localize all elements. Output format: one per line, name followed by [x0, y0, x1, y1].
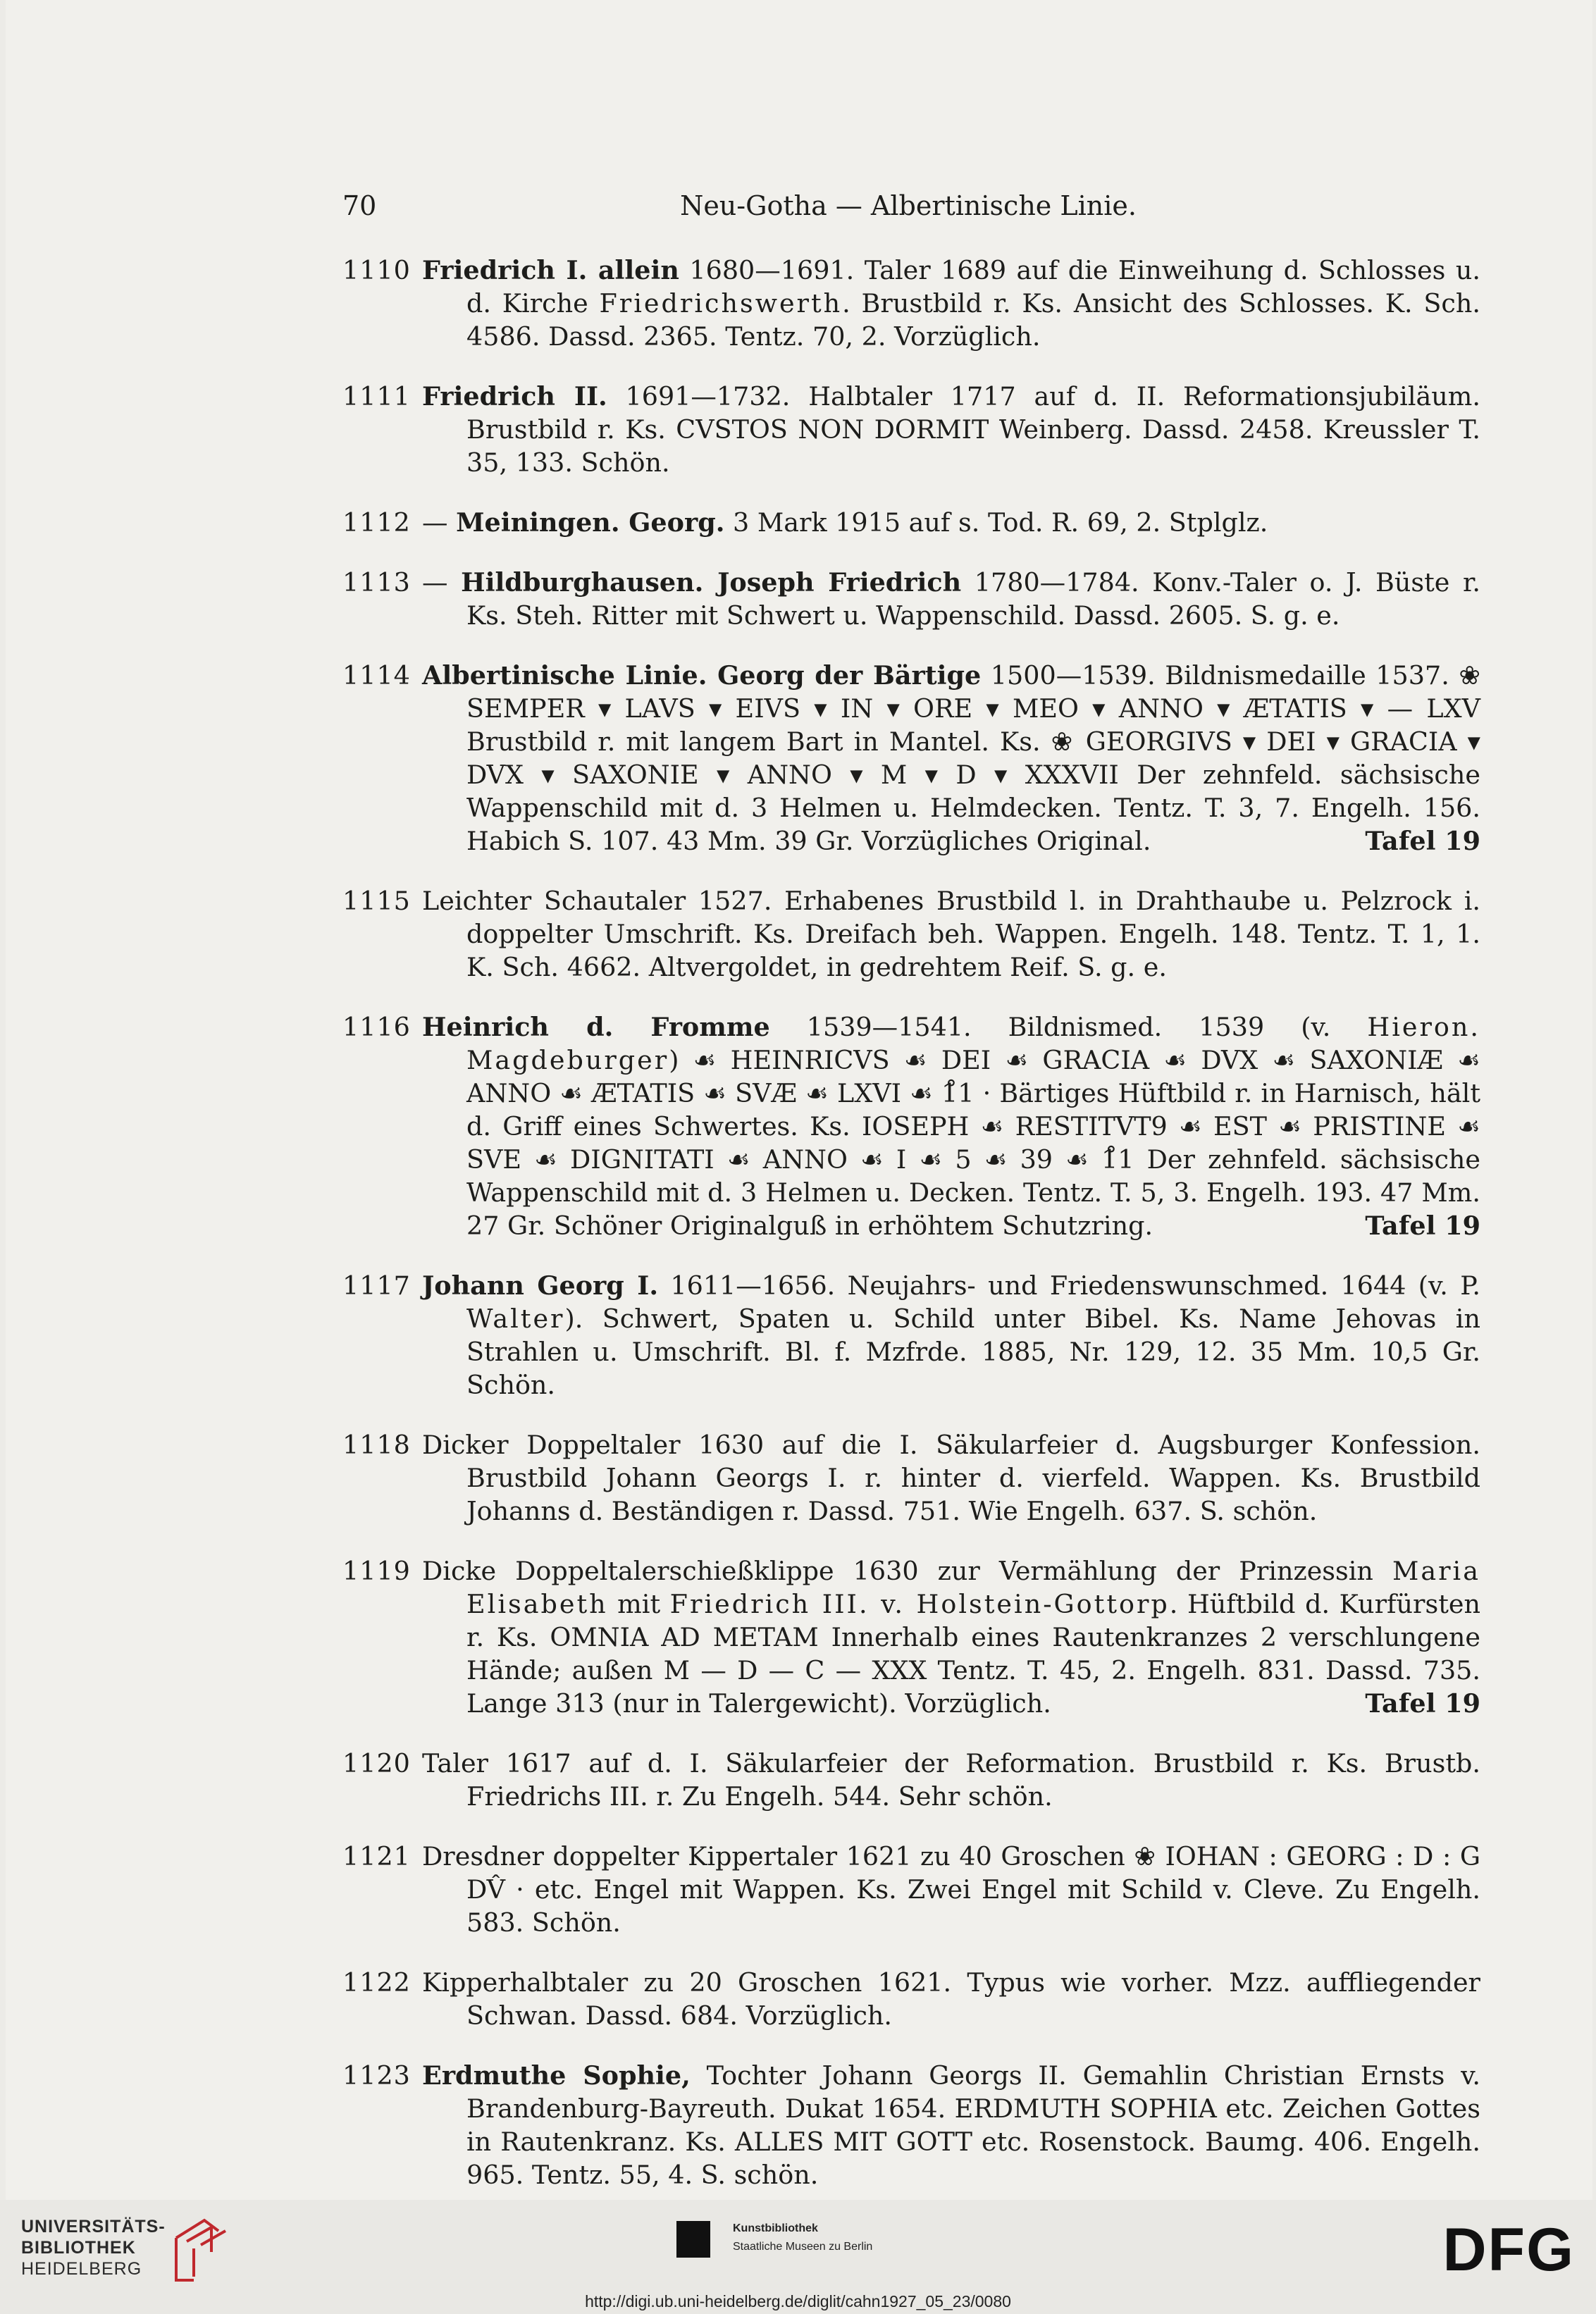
- entry-text-run: Friedrich III. v. Holstein-Gottorp: [669, 1589, 1170, 1619]
- catalog-entry: [342, 566, 1480, 632]
- catalog-entry: [342, 659, 1480, 858]
- entry-number: 1113: [342, 567, 411, 598]
- entry-heading: Friedrich I. allein: [422, 255, 679, 285]
- entry-text: [422, 659, 1480, 858]
- plate-reference: Tafel 19: [1365, 1211, 1480, 1241]
- entry-text-run: 1780—1784. Konv.-Taler o. J. Büste r. Ks. Steh. Ritter mit Schwert u. Wappenschild. Dassd. 2605. S. g. e.: [466, 567, 1480, 631]
- catalog-entry: [342, 1554, 1480, 1720]
- entry-text-run: Taler 1617 auf d. I. Säkularfeier der Reformation. Brustbild r. Ks. Brustb. Friedrichs III. r. Zu Engelh. 544. Sehr schön.: [422, 1748, 1480, 1812]
- catalog-entry: [342, 1269, 1480, 1402]
- kunstbibliothek-logo[interactable]: [676, 2214, 930, 2270]
- entry-number: 1116: [342, 1012, 411, 1042]
- entry-text: [422, 1428, 1480, 1528]
- entry-heading: Meiningen. Georg.: [456, 507, 725, 538]
- entry-heading: Hildburghausen. Joseph Friedrich: [461, 567, 962, 598]
- plate-reference: Tafel 19: [1365, 1688, 1480, 1719]
- entry-heading: Friedrich II.: [422, 381, 607, 412]
- page-number: 70: [342, 190, 377, 221]
- entry-text-run: —: [422, 507, 457, 538]
- entry-text-run: mit: [607, 1589, 670, 1619]
- entry-heading: Heinrich d. Fromme: [422, 1012, 770, 1042]
- entry-text: [422, 2059, 1480, 2191]
- entry-number: 1120: [342, 1748, 411, 1778]
- entry-number: 1111: [342, 381, 411, 412]
- entry-number: 1117: [342, 1270, 411, 1301]
- entry-number: 1110: [342, 255, 411, 285]
- entry-text: [422, 1840, 1480, 1939]
- page-header: [342, 185, 1474, 227]
- entry-text: [422, 1269, 1480, 1402]
- catalog-entry: [342, 254, 1480, 353]
- entry-text: [422, 884, 1480, 984]
- entry-text-run: 1680—1691. Taler 1689 auf die Einweihung d. Schlosses u. d. Kirche: [466, 255, 1480, 318]
- entry-text: [422, 1747, 1480, 1813]
- entry-text-run: Dicke Doppeltalerschießklippe 1630 zur Vermählung der Prinzessin: [422, 1556, 1392, 1586]
- entry-text-run: Leichter Schautaler 1527. Erhabenes Brustbild l. in Drahthaube u. Pelzrock i. doppelter Umschrift. Ks. Dreifach beh. Wappen. Engelh. 148. Tentz. T. 1, 1. K. Sch. 4662. Altvergoldet, in gedrehtem Reif. S. g. e.: [422, 886, 1480, 982]
- entry-text: [422, 254, 1480, 353]
- entry-text-run: Walter: [466, 1304, 565, 1334]
- running-title: Neu-Gotha — Albertinische Linie.: [680, 190, 1137, 221]
- entry-number: 1122: [342, 1967, 411, 1998]
- catalog-entry: [342, 884, 1480, 984]
- entry-heading: Johann Georg I.: [422, 1270, 659, 1301]
- catalog-entry: [342, 1428, 1480, 1528]
- permalink-url[interactable]: http://digi.ub.uni-heidelberg.de/diglit/cahn1927_05_23/0080: [585, 2292, 1011, 2310]
- catalog-entry: [342, 1966, 1480, 2032]
- entry-number: 1119: [342, 1556, 411, 1586]
- entry-text-run: ) ☙ HEINRICVS ☙ DEI ☙ GRACIA ☙ DVX ☙ SAXONIÆ ☙ ANNO ☙ ÆTATIS ☙ SVÆ ☙ LXVI ☙ 1̊1 · Bärtiges Hüftbild r. in Harnisch, hält d. Griff eines Schwertes. Ks. IOSEPH ☙ RESTITVT9 ☙ EST ☙ PRISTINE ☙ SVE ☙ DIGNITATI ☙ ANNO ☙ I ☙ 5 ☙ 39 ☙ 1̊1 Der zehnfeld. sächsische Wappenschild mit d. 3 Helmen u. Decken. Tentz. T. 5, 3. Engelh. 193. 47 Mm. 27 Gr. Schöner Originalguß in erhöhtem Schutzring.: [466, 1045, 1480, 1241]
- entry-number: 1121: [342, 1841, 411, 1871]
- catalog-entries: [342, 254, 1480, 2218]
- entry-text-run: Tochter Johann Georgs II. Gemahlin Christian Ernsts v. Brandenburg-Bayreuth. Dukat 1654. ERDMUTH SOPHIA etc. Zeichen Gottes in Rautenkranz. Ks. ALLES MIT GOTT etc. Rosenstock. Baumg. 406. Engelh. 965. Tentz. 55, 4. S. schön.: [466, 2060, 1480, 2190]
- entry-number: 1118: [342, 1430, 411, 1460]
- ub-heidelberg-logo[interactable]: [21, 2214, 233, 2284]
- ub-logo-line: BIBLIOTHEK: [21, 2238, 136, 2258]
- entry-number: 1112: [342, 507, 411, 538]
- entry-text-run: 1611—1656. Neujahrs- und Friedenswunschmed. 1644 (v. P.: [658, 1270, 1480, 1301]
- catalog-entry: [342, 1840, 1480, 1939]
- catalog-entry: [342, 1010, 1480, 1242]
- catalog-entry: [342, 1747, 1480, 1813]
- entry-text-run: Dresdner doppelter Kippertaler 1621 zu 40 Groschen ❀ IOHAN : GEORG : D : G DV̂ · etc. Engel mit Wappen. Ks. Zwei Engel mit Schild v. Cleve. Zu Engelh. 583. Schön.: [422, 1841, 1480, 1938]
- catalog-entry: [342, 380, 1480, 479]
- entry-text-run: 1539—1541. Bildnismed. 1539 (v.: [769, 1012, 1368, 1042]
- ub-emblem-icon: [162, 2210, 240, 2287]
- scanned-page: [6, 0, 1592, 2200]
- entry-text: [422, 1010, 1480, 1242]
- entry-text-run: 3 Mark 1915 auf s. Tod. R. 69, 2. Stplglz.: [724, 507, 1268, 538]
- entry-heading: Erdmuthe Sophie,: [422, 2060, 691, 2091]
- entry-heading: Albertinische Linie. Georg der Bärtige: [422, 660, 982, 691]
- catalog-entry: [342, 2059, 1480, 2191]
- entry-text-run: —: [422, 567, 462, 598]
- entry-number: 1115: [342, 886, 411, 916]
- entry-text-run: Friedrichswerth: [599, 288, 843, 318]
- footer-bar: [0, 2200, 1596, 2314]
- entry-text-run: Hieron. Magdeburger: [466, 1012, 1480, 1075]
- entry-text: [422, 566, 1480, 632]
- catalog-entry: [342, 506, 1480, 539]
- dfg-logo[interactable]: DFG: [1442, 2216, 1575, 2284]
- entry-number: 1114: [342, 660, 411, 691]
- entry-text-run: Kipperhalbtaler zu 20 Groschen 1621. Typus wie vorher. Mzz. auffliegender Schwan. Dassd. 684. Vorzüglich.: [422, 1967, 1480, 2031]
- entry-text-run: Dicker Doppeltaler 1630 auf die I. Säkularfeier d. Augsburger Konfession. Brustbild Johann Georgs I. r. hinter d. vierfeld. Wappen. Ks. Brustbild Johanns d. Beständigen r. Dassd. 751. Wie Engelh. 637. S. schön.: [422, 1430, 1480, 1526]
- entry-text: [422, 380, 1480, 479]
- entry-text-run: . Brustbild r. Ks. Ansicht des Schlosses. K. Sch. 4586. Dassd. 2365. Tentz. 70, 2. Vorzüglich.: [466, 288, 1480, 352]
- ub-logo-line: UNIVERSITÄTS-: [21, 2217, 166, 2236]
- entry-text-run: ). Schwert, Spaten u. Schild unter Bibel. Ks. Name Jehovas in Strahlen u. Umschrift. Bl. f. Mzfrde. 1885, Nr. 129, 12. 35 Mm. 10,5 Gr. Schön.: [466, 1304, 1480, 1400]
- entry-number: 1123: [342, 2060, 411, 2091]
- kunstbibliothek-mark-icon: [676, 2221, 710, 2258]
- entry-text-run: . Hüftbild d. Kurfürsten r. Ks. OMNIA AD METAM Innerhalb eines Rautenkranzes 2 verschlungene Hände; außen M — D — C — XXX Tentz. T. 45, 2. Engelh. 831. Dassd. 735. Lange 313 (nur in Talergewicht). Vorzüglich.: [466, 1589, 1480, 1719]
- kb-subtitle: Staatliche Museen zu Berlin: [733, 2241, 873, 2253]
- plate-reference: Tafel 19: [1365, 826, 1480, 856]
- ub-logo-line: HEIDELBERG: [21, 2259, 142, 2279]
- entry-text-run: 1500—1539. Bildnismedaille 1537. ❀ SEMPER ▾ LAVS ▾ EIVS ▾ IN ▾ ORE ▾ MEO ▾ ANNO ▾ ÆTATIS ▾ — LXV Brustbild r. mit langem Bart in Mantel. Ks. ❀ GEORGIVS ▾ DEI ▾ GRACIA ▾ DVX ▾ SAXONIE ▾ ANNO ▾ M ▾ D ▾ XXXVII Der zehnfeld. sächsische Wappenschild mit d. 3 Helmen u. Helmdecken. Tentz. T. 3, 7. Engelh. 156. Habich S. 107. 43 Mm. 39 Gr. Vorzügliches Original.: [466, 660, 1480, 856]
- entry-text-run: 1691—1732. Halbtaler 1717 auf d. II. Reformationsjubiläum. Brustbild r. Ks. CVSTOS NON DORMIT Weinberg. Dassd. 2458. Kreussler T. 35, 133. Schön.: [466, 381, 1480, 478]
- kb-title: Kunstbibliothek: [733, 2222, 818, 2234]
- entry-text: [422, 506, 1480, 539]
- entry-text: [422, 1966, 1480, 2032]
- entry-text: [422, 1554, 1480, 1720]
- entry-text-run: Maria Elisabeth: [466, 1556, 1480, 1619]
